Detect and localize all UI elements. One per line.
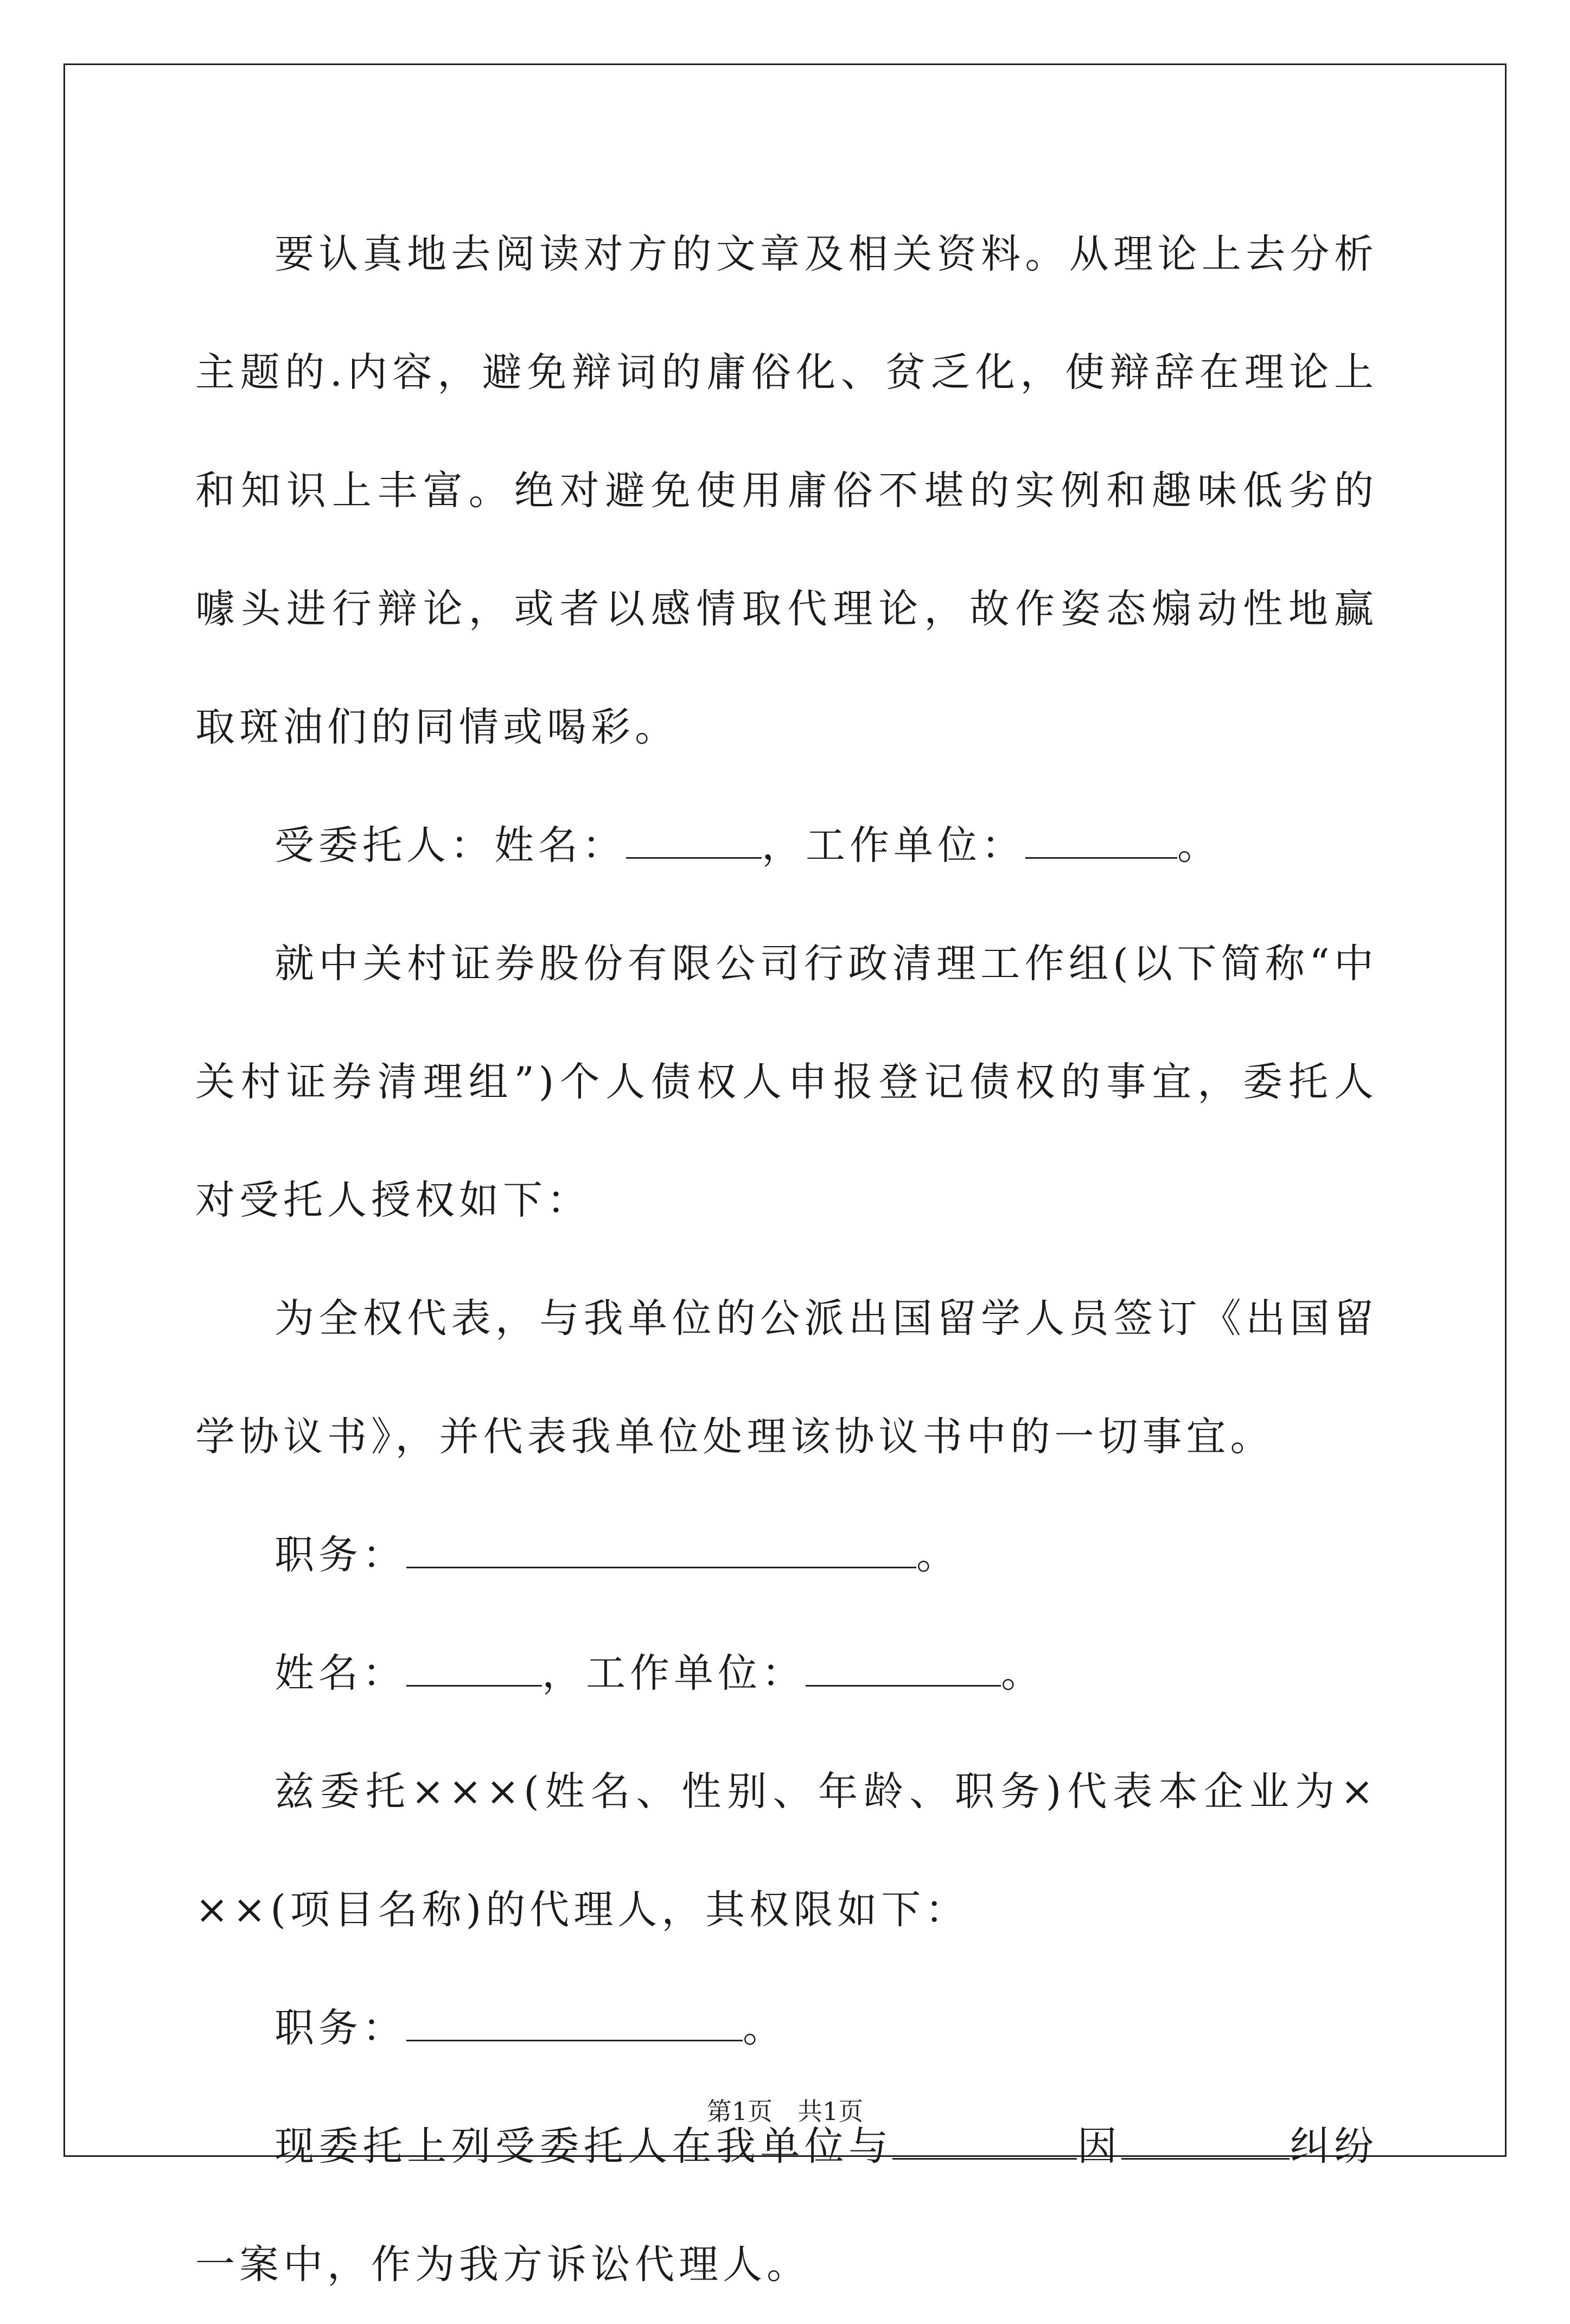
paragraph-trustee-name-unit: [195, 787, 1378, 905]
label-duty: 职务：: [275, 1532, 406, 1578]
period: 。: [1001, 1650, 1045, 1696]
document-body: [195, 195, 1378, 2324]
period: 。: [1177, 822, 1221, 869]
label-duty: 职务：: [275, 2005, 406, 2051]
paragraph-duty-2: [195, 1969, 1378, 2087]
page-number-footer: 第1页 共1页: [706, 2097, 864, 2126]
period: 。: [916, 1532, 960, 1578]
label-trustee-name: 受委托人：姓名：: [275, 822, 626, 869]
paragraph-zhongguancun-authorization: 就中关村证券股份有限公司行政清理工作组(以下简称“中关村证券清理组”)个人债权人申报登记债权的事宜，委托人对受托人授权如下：: [195, 941, 1378, 1223]
blank-work-unit-field[interactable]: [806, 1652, 1001, 1687]
period: 。: [743, 2005, 787, 2051]
blank-duty-field[interactable]: [406, 1534, 916, 1568]
label-work-unit: ，工作单位：: [542, 1650, 806, 1696]
blank-name-field[interactable]: [626, 825, 762, 859]
blank-cause-field[interactable]: [1121, 2125, 1290, 2160]
paragraph-debate-advice: 要认真地去阅读对方的文章及相关资料。从理论上去分析主题的.内容，避免辩词的庸俗化、贫乏化，使辩辞在理论上和知识上丰富。绝对避免使用庸俗不堪的实例和趣味低劣的噱头进行辩论，或者以感情取代理论，故作姿态煽动性地赢取斑油们的同情或喝彩。: [195, 231, 1378, 750]
paragraph-project-agent: 兹委托×××(姓名、性别、年龄、职务)代表本企业为×××(项目名称)的代理人，其权限如下：: [195, 1768, 1378, 1933]
blank-counterparty-field[interactable]: [892, 2125, 1077, 2160]
blank-work-unit-field[interactable]: [1025, 825, 1177, 859]
paragraph-study-abroad-agreement: 为全权代表，与我单位的公派出国留学人员签订《出国留学协议书》，并代表我单位处理该协议书中的一切事宜。: [195, 1295, 1378, 1460]
label-work-unit: ，工作单位：: [762, 822, 1025, 869]
paragraph-duty-1: [195, 1496, 1378, 1614]
blank-name-field[interactable]: [406, 1652, 542, 1687]
text-entrust-with: 现委托上列受委托人在我单位与: [275, 2123, 893, 2169]
label-name: 姓名：: [275, 1650, 406, 1696]
text-because: 因: [1077, 2123, 1122, 2169]
paragraph-name-unit-2: [195, 1614, 1378, 1733]
text-dispute-case: 纠纷一案中，作为我方诉讼代理人。: [195, 2123, 1378, 2288]
blank-duty-field[interactable]: [406, 2007, 743, 2041]
